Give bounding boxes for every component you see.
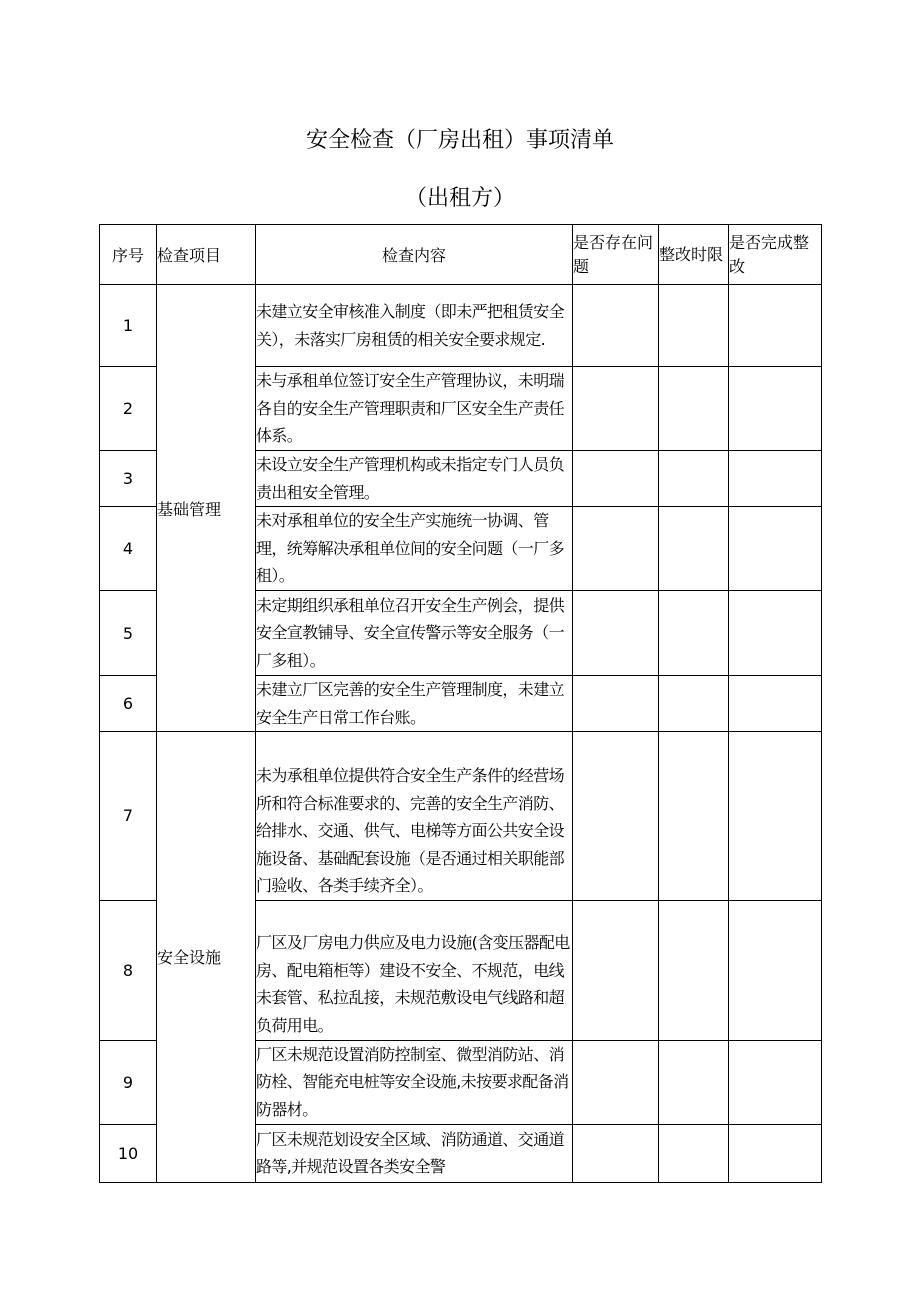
row-content: 未定期组织承租单位召开安全生产例会，提供安全宣教铺导、安全宣传警示等安全服务（一厂多租）。 xyxy=(256,591,573,676)
problem-cell[interactable] xyxy=(573,676,659,732)
problem-cell[interactable] xyxy=(573,1124,659,1182)
deadline-cell[interactable] xyxy=(659,1040,729,1124)
problem-cell[interactable] xyxy=(573,591,659,676)
done-cell[interactable] xyxy=(729,367,822,451)
row-content: 厂区未规范划设安全区域、消防通道、交通道路等,并规范设置各类安全警 xyxy=(256,1124,573,1182)
problem-cell[interactable] xyxy=(573,367,659,451)
header-content: 检查内容 xyxy=(256,225,573,285)
row-content: 未建立厂区完善的安全生产管理制度，未建立安全生产日常工作台账。 xyxy=(256,676,573,732)
category-safety-facilities: 安全设施 xyxy=(157,732,256,1183)
category-basic-management: 基础管理 xyxy=(157,285,256,732)
deadline-cell[interactable] xyxy=(659,1124,729,1182)
row-content: 未为承租单位提供符合安全生产条件的经营场所和符合标准要求的、完善的安全生产消防、给排水、交通、供气、电梯等方面公共安全设施设备、基础配套设施（是否通过相关职能部门验收、各类手续齐全）。 xyxy=(256,732,573,901)
deadline-cell[interactable] xyxy=(659,367,729,451)
deadline-cell[interactable] xyxy=(659,732,729,901)
problem-cell[interactable] xyxy=(573,507,659,591)
row-number: 9 xyxy=(100,1040,157,1124)
row-number: 8 xyxy=(100,900,157,1040)
deadline-cell[interactable] xyxy=(659,900,729,1040)
problem-cell[interactable] xyxy=(573,285,659,367)
done-cell[interactable] xyxy=(729,676,822,732)
row-number: 7 xyxy=(100,732,157,901)
table-row xyxy=(100,732,822,901)
done-cell[interactable] xyxy=(729,1040,822,1124)
row-number: 1 xyxy=(100,285,157,367)
row-number: 2 xyxy=(100,367,157,451)
done-cell[interactable] xyxy=(729,732,822,901)
row-number: 10 xyxy=(100,1124,157,1182)
deadline-cell[interactable] xyxy=(659,451,729,507)
deadline-cell[interactable] xyxy=(659,285,729,367)
row-number: 5 xyxy=(100,591,157,676)
row-content: 厂区未规范设置消防控制室、微型消防站、消防栓、智能充电桩等安全设施,未按要求配备消防器材。 xyxy=(256,1040,573,1124)
row-number: 3 xyxy=(100,451,157,507)
row-content: 厂区及厂房电力供应及电力设施(含变压器配电房、配电箱柜等）建设不安全、不规范，电线未套管、私拉乱接，未规范敷设电气线路和超负荷用电。 xyxy=(256,900,573,1040)
problem-cell[interactable] xyxy=(573,451,659,507)
deadline-cell[interactable] xyxy=(659,676,729,732)
header-item: 检查项目 xyxy=(157,225,256,285)
table-header-row xyxy=(100,225,822,285)
problem-cell[interactable] xyxy=(573,1040,659,1124)
done-cell[interactable] xyxy=(729,451,822,507)
header-no: 序号 xyxy=(100,225,157,285)
done-cell[interactable] xyxy=(729,1124,822,1182)
done-cell[interactable] xyxy=(729,285,822,367)
problem-cell[interactable] xyxy=(573,900,659,1040)
checklist-table xyxy=(99,224,822,1183)
header-problem: 是否存在问题 xyxy=(573,225,659,285)
deadline-cell[interactable] xyxy=(659,591,729,676)
row-number: 4 xyxy=(100,507,157,591)
row-number: 6 xyxy=(100,676,157,732)
header-deadline: 整改时限 xyxy=(659,225,729,285)
table-row xyxy=(100,285,822,367)
problem-cell[interactable] xyxy=(573,732,659,901)
row-content: 未与承租单位签订安全生产管理协议，未明瑞各自的安全生产管理职责和厂区安全生产责任体系。 xyxy=(256,367,573,451)
header-done: 是否完成整改 xyxy=(729,225,822,285)
done-cell[interactable] xyxy=(729,591,822,676)
done-cell[interactable] xyxy=(729,900,822,1040)
document-subtitle: （出租方） xyxy=(404,186,515,211)
row-content: 未对承租单位的安全生产实施统一协调、管理，统筹解决承租单位间的安全问题（一厂多租）。 xyxy=(256,507,573,591)
document-title: 安全检查（厂房出租）事项清单 xyxy=(305,128,614,153)
deadline-cell[interactable] xyxy=(659,507,729,591)
done-cell[interactable] xyxy=(729,507,822,591)
row-content: 未设立安全生产管理机构或未指定专门人员负责出租安全管理。 xyxy=(256,451,573,507)
row-content: 未建立安全审核准入制度（即未严把租赁安全关），未落实厂房租赁的相关安全要求规定. xyxy=(256,285,573,367)
